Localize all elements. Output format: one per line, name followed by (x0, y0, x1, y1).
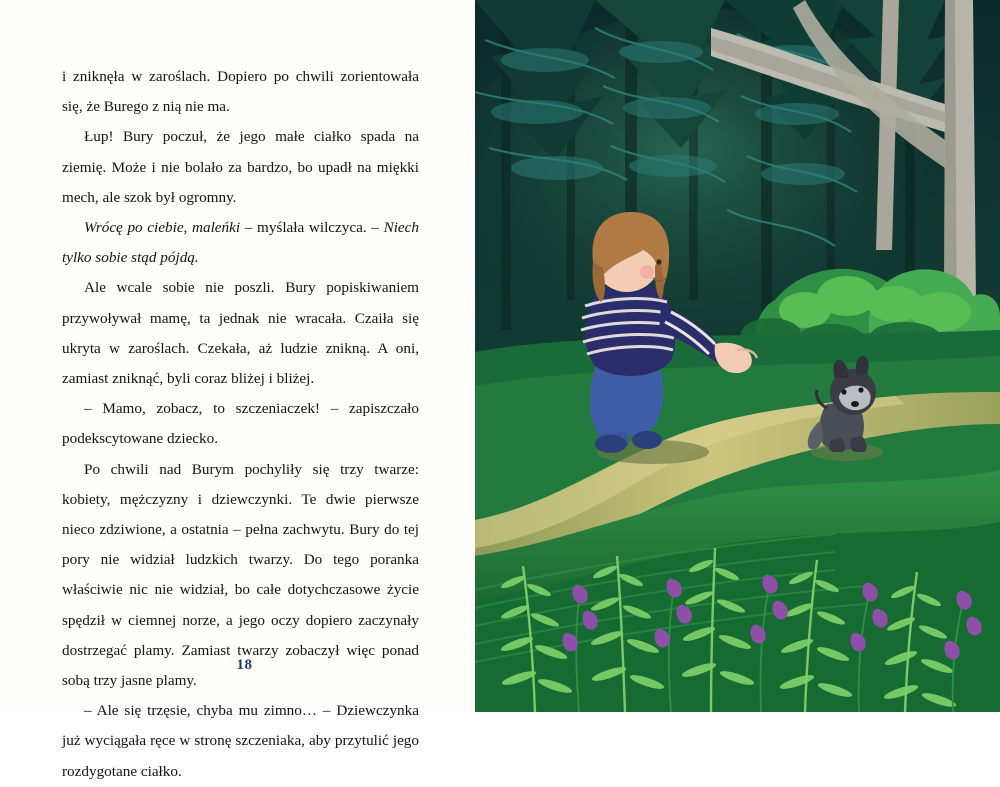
paragraph-4: Ale wcale sobie nie poszli. Bury popiskiwaniem przywoływał mamę, ta jednak nie wracała. Czaiła się ukryta w zaroślach. Czekała, aż ludzie znikną. A oni, zamiast zniknąć, byli coraz bliżej i bliżej. (62, 279, 419, 388)
paragraph-3: Wrócę po ciebie, maleńki – myślała wilczyca. – Niech tylko sobie stąd pójdą. (62, 219, 419, 267)
inner-thought-2: Niech tylko sobie stąd pójdą. (62, 219, 419, 267)
paragraph-2: Łup! Bury poczuł, że jego małe ciałko spada na ziemię. Może i nie bolało za bardzo, bo upadł na miękki mech, ale szok był ogromny. (62, 128, 419, 206)
paragraph-6: Po chwili nad Burym pochyliły się trzy twarze: kobiety, mężczyzny i dziewczynki. Te dwie pierwsze nieco zdziwione, a ostatnia – pełna zachwytu. Bury do tej pory nie widział ludzkich twarzy. Do tego poranka właściwie nic nie widział, bo całe dotychczasowe życie spędził w ciemnej norze, a jego oczy dopiero zaczynały dostrzegać plamy. Zamiast twarzy zobaczył więc ponad sobą trzy jasne plamy. (62, 460, 419, 690)
paragraph-7: – Ale się trzęsie, chyba mu zimno… – Dziewczynka już wyciągała ręce w stronę szczeniaka, aby przytulić jego rozdygotane ciałko. (62, 702, 419, 780)
inner-thought-1: Wrócę po ciebie, maleńki (84, 219, 241, 237)
illustration-page (475, 0, 1000, 712)
body-text (62, 62, 419, 787)
page-number: 18 (236, 657, 253, 673)
text-page (0, 0, 475, 780)
forest-illustration (475, 0, 1000, 712)
paragraph-1: i zniknęła w zaroślach. Dopiero po chwili zorientowała się, że Burego z nią nie ma. (62, 68, 419, 116)
paragraph-5: – Mamo, zobacz, to szczeniaczek! – zapiszczało podekscytowane dziecko. (62, 400, 419, 448)
